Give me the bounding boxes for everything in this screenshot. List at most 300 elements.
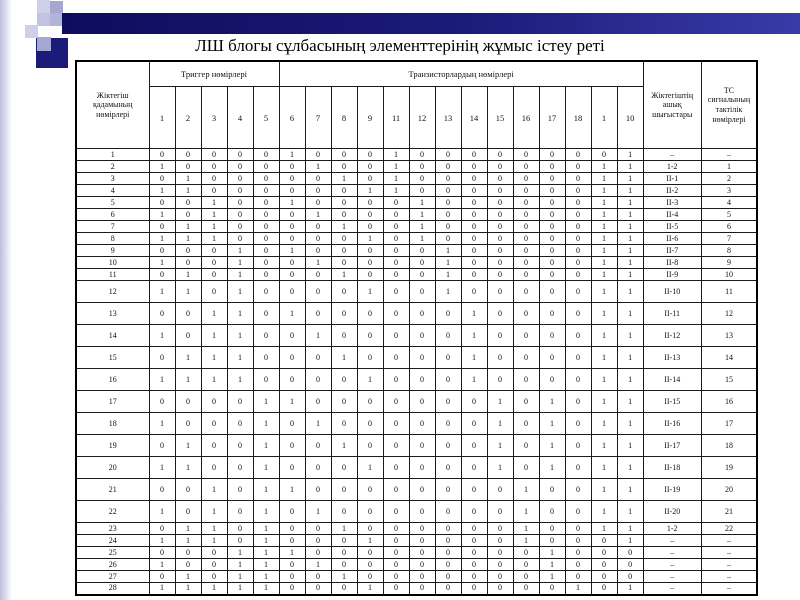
tc-number-cell: 9 — [701, 257, 757, 269]
bit-cell: 0 — [565, 523, 591, 535]
bit-cell: 1 — [591, 413, 617, 435]
bit-cell: 1 — [149, 369, 175, 391]
bit-cell: 0 — [513, 197, 539, 209]
bit-cell: 0 — [461, 233, 487, 245]
step-number-cell: 1 — [76, 149, 149, 161]
bit-cell: 1 — [617, 479, 643, 501]
bit-cell: 0 — [357, 559, 383, 571]
column-number-header: 9 — [357, 87, 383, 149]
bit-cell: 0 — [539, 233, 565, 245]
bit-cell: 0 — [487, 571, 513, 583]
tc-number-cell: 17 — [701, 413, 757, 435]
bit-cell: 0 — [357, 435, 383, 457]
table-row — [76, 347, 757, 369]
bit-cell: 0 — [487, 523, 513, 535]
bit-cell: 0 — [201, 457, 227, 479]
column-number-header: 12 — [409, 87, 435, 149]
bit-cell: 0 — [279, 583, 305, 595]
bit-cell: 0 — [331, 457, 357, 479]
step-number-cell: 21 — [76, 479, 149, 501]
bit-cell: 0 — [383, 221, 409, 233]
bit-cell: 0 — [279, 281, 305, 303]
bit-cell: 1 — [617, 185, 643, 197]
bit-cell: 0 — [305, 173, 331, 185]
bit-cell: 1 — [331, 435, 357, 457]
bit-cell: 0 — [435, 209, 461, 221]
slide-title: ЛШ блогы сұлбасының элементтерінің жұмыс істеу реті — [195, 36, 605, 55]
bit-cell: 0 — [487, 173, 513, 185]
bit-cell: 0 — [383, 535, 409, 547]
bit-cell: 0 — [305, 583, 331, 595]
bit-cell: 0 — [149, 245, 175, 257]
bit-cell: 0 — [461, 257, 487, 269]
bit-cell: 0 — [357, 547, 383, 559]
bit-cell: 0 — [513, 257, 539, 269]
table-row — [76, 457, 757, 479]
column-number-header: 4 — [227, 87, 253, 149]
table-row — [76, 435, 757, 457]
bit-cell: 1 — [305, 209, 331, 221]
bit-cell: 0 — [461, 149, 487, 161]
bit-cell: 0 — [253, 209, 279, 221]
bit-cell: 0 — [539, 303, 565, 325]
bit-cell: 0 — [487, 233, 513, 245]
tc-number-cell: 12 — [701, 303, 757, 325]
bit-cell: 0 — [565, 209, 591, 221]
bit-cell: 0 — [591, 583, 617, 595]
bit-cell: 1 — [591, 391, 617, 413]
bit-cell: 0 — [435, 583, 461, 595]
column-number-header: 17 — [539, 87, 565, 149]
bit-cell: 1 — [279, 149, 305, 161]
bit-cell: 0 — [487, 221, 513, 233]
bit-cell: 1 — [591, 457, 617, 479]
bit-cell: 0 — [331, 197, 357, 209]
bit-cell: 1 — [539, 547, 565, 559]
column-number-header: 10 — [617, 87, 643, 149]
bit-cell: 0 — [331, 161, 357, 173]
bit-cell: 0 — [565, 559, 591, 571]
table-row — [76, 583, 757, 595]
bit-cell: 0 — [305, 391, 331, 413]
bit-cell: 1 — [175, 583, 201, 595]
bit-cell: 0 — [149, 221, 175, 233]
column-number-header: 11 — [383, 87, 409, 149]
bit-cell: 0 — [149, 149, 175, 161]
bit-cell: 0 — [513, 149, 539, 161]
bit-cell: 1 — [591, 281, 617, 303]
bit-cell: 0 — [435, 221, 461, 233]
bit-cell: 0 — [331, 149, 357, 161]
tc-number-cell: 3 — [701, 185, 757, 197]
decor-left-strip — [0, 0, 12, 600]
bit-cell: 0 — [383, 571, 409, 583]
step-number-cell: 23 — [76, 523, 149, 535]
bit-cell: 0 — [357, 173, 383, 185]
bit-cell: 0 — [539, 523, 565, 535]
bit-cell: 1 — [617, 149, 643, 161]
bit-cell: 0 — [383, 197, 409, 209]
bit-cell: 0 — [409, 547, 435, 559]
bit-cell: 0 — [305, 571, 331, 583]
bit-cell: 0 — [305, 221, 331, 233]
bit-cell: 0 — [149, 571, 175, 583]
bit-cell: 0 — [357, 347, 383, 369]
bit-cell: 0 — [227, 173, 253, 185]
bit-cell: 0 — [279, 161, 305, 173]
table-row — [76, 245, 757, 257]
bit-cell: 1 — [591, 501, 617, 523]
table-row — [76, 173, 757, 185]
bit-cell: 0 — [305, 245, 331, 257]
tc-number-cell: 10 — [701, 269, 757, 281]
bit-cell: 0 — [279, 325, 305, 347]
header-group-row — [76, 61, 757, 87]
step-number-cell: 22 — [76, 501, 149, 523]
bit-cell: 0 — [487, 479, 513, 501]
bit-cell: 0 — [201, 269, 227, 281]
bit-cell: 0 — [331, 245, 357, 257]
bit-cell: 1 — [591, 257, 617, 269]
bit-cell: 0 — [513, 325, 539, 347]
tc-number-cell: 5 — [701, 209, 757, 221]
output-cell: II-3 — [643, 197, 701, 209]
bit-cell: 1 — [487, 391, 513, 413]
bit-cell: 0 — [539, 369, 565, 391]
bit-cell: 0 — [305, 149, 331, 161]
bit-cell: 0 — [357, 571, 383, 583]
header-outputs-col: Жіктегіштің ашық шығыстары — [643, 61, 701, 149]
bit-cell: 0 — [253, 149, 279, 161]
bit-cell: 0 — [565, 173, 591, 185]
bit-cell: 1 — [591, 479, 617, 501]
bit-cell: 0 — [409, 523, 435, 535]
bit-cell: 0 — [305, 281, 331, 303]
bit-cell: 0 — [253, 303, 279, 325]
bit-cell: 0 — [305, 197, 331, 209]
bit-cell: 0 — [149, 435, 175, 457]
bit-cell: 1 — [617, 233, 643, 245]
bit-cell: 0 — [227, 391, 253, 413]
tc-number-cell: – — [701, 535, 757, 547]
bit-cell: 0 — [435, 161, 461, 173]
bit-cell: 0 — [487, 535, 513, 547]
tc-number-cell: 4 — [701, 197, 757, 209]
bit-cell: 1 — [175, 457, 201, 479]
bit-cell: 0 — [539, 583, 565, 595]
bit-cell: 0 — [487, 269, 513, 281]
bit-cell: 0 — [513, 185, 539, 197]
step-number-cell: 28 — [76, 583, 149, 595]
bit-cell: 1 — [227, 257, 253, 269]
bit-cell: 0 — [253, 347, 279, 369]
bit-cell: 0 — [383, 209, 409, 221]
bit-cell: 0 — [565, 369, 591, 391]
bit-cell: 0 — [461, 161, 487, 173]
bit-cell: 1 — [175, 435, 201, 457]
bit-cell: 0 — [149, 303, 175, 325]
tc-number-cell: 8 — [701, 245, 757, 257]
output-cell: II-12 — [643, 325, 701, 347]
step-number-cell: 24 — [76, 535, 149, 547]
bit-cell: 0 — [565, 269, 591, 281]
bit-cell: 0 — [487, 303, 513, 325]
bit-cell: 0 — [357, 391, 383, 413]
bit-cell: 0 — [253, 233, 279, 245]
bit-cell: 1 — [617, 413, 643, 435]
bit-cell: 1 — [617, 281, 643, 303]
bit-cell: 1 — [149, 325, 175, 347]
bit-cell: 0 — [565, 161, 591, 173]
bit-cell: 1 — [331, 221, 357, 233]
output-cell: II-8 — [643, 257, 701, 269]
table-row — [76, 303, 757, 325]
bit-cell: 0 — [435, 559, 461, 571]
bit-cell: 0 — [331, 559, 357, 571]
bit-cell: 0 — [487, 281, 513, 303]
bit-cell: 0 — [513, 221, 539, 233]
bit-cell: 1 — [253, 501, 279, 523]
bit-cell: 0 — [409, 571, 435, 583]
bit-cell: 1 — [383, 173, 409, 185]
bit-cell: 0 — [201, 547, 227, 559]
bit-cell: 1 — [513, 535, 539, 547]
output-cell: II-10 — [643, 281, 701, 303]
bit-cell: 0 — [435, 173, 461, 185]
bit-cell: 1 — [201, 325, 227, 347]
bit-cell: 0 — [149, 523, 175, 535]
column-number-header: 6 — [279, 87, 305, 149]
bit-cell: 0 — [409, 535, 435, 547]
bit-cell: 0 — [409, 303, 435, 325]
bit-cell: 0 — [435, 233, 461, 245]
bit-cell: 0 — [565, 501, 591, 523]
bit-cell: 1 — [253, 457, 279, 479]
table-row — [76, 559, 757, 571]
bit-cell: 0 — [435, 571, 461, 583]
tc-number-cell: 16 — [701, 391, 757, 413]
bit-cell: 1 — [253, 435, 279, 457]
output-cell: II-19 — [643, 479, 701, 501]
step-number-cell: 3 — [76, 173, 149, 185]
table-row — [76, 523, 757, 535]
tc-number-cell: – — [701, 571, 757, 583]
bit-cell: 0 — [383, 501, 409, 523]
bit-cell: 0 — [565, 197, 591, 209]
bit-cell: 1 — [617, 257, 643, 269]
bit-cell: 0 — [513, 347, 539, 369]
bit-cell: 0 — [357, 501, 383, 523]
bit-cell: 0 — [331, 303, 357, 325]
bit-cell: 0 — [435, 413, 461, 435]
bit-cell: 1 — [175, 185, 201, 197]
bit-cell: 1 — [175, 221, 201, 233]
step-number-cell: 4 — [76, 185, 149, 197]
bit-cell: 1 — [461, 369, 487, 391]
bit-cell: 0 — [461, 559, 487, 571]
output-cell: – — [643, 535, 701, 547]
table-row — [76, 233, 757, 245]
bit-cell: 0 — [305, 185, 331, 197]
bit-cell: 0 — [201, 257, 227, 269]
step-number-cell: 14 — [76, 325, 149, 347]
bit-cell: 0 — [253, 257, 279, 269]
bit-cell: 1 — [513, 501, 539, 523]
bit-cell: 0 — [305, 479, 331, 501]
bit-cell: 1 — [591, 209, 617, 221]
tc-number-cell: – — [701, 559, 757, 571]
bit-cell: 1 — [175, 571, 201, 583]
bit-cell: 0 — [435, 479, 461, 501]
bit-cell: 0 — [513, 161, 539, 173]
table-row — [76, 325, 757, 347]
table-row — [76, 281, 757, 303]
bit-cell: 0 — [383, 303, 409, 325]
bit-cell: 0 — [487, 245, 513, 257]
output-cell: – — [643, 583, 701, 595]
bit-cell: 0 — [461, 457, 487, 479]
bit-cell: 0 — [279, 559, 305, 571]
bit-cell: 0 — [513, 173, 539, 185]
output-cell: II-13 — [643, 347, 701, 369]
bit-cell: 0 — [435, 185, 461, 197]
bit-cell: 0 — [357, 197, 383, 209]
bit-cell: 0 — [383, 269, 409, 281]
bit-cell: 0 — [227, 197, 253, 209]
tc-number-cell: 11 — [701, 281, 757, 303]
bit-cell: 0 — [357, 325, 383, 347]
bit-cell: 1 — [617, 325, 643, 347]
bit-cell: 0 — [253, 281, 279, 303]
bit-cell: 0 — [279, 413, 305, 435]
output-cell: II-2 — [643, 185, 701, 197]
bit-cell: 0 — [227, 233, 253, 245]
column-number-header: 18 — [565, 87, 591, 149]
bit-cell: 1 — [149, 161, 175, 173]
bit-cell: 0 — [201, 413, 227, 435]
bit-cell: 0 — [305, 233, 331, 245]
table-row — [76, 479, 757, 501]
bit-cell: 1 — [227, 369, 253, 391]
bit-cell: 0 — [149, 269, 175, 281]
bit-cell: 0 — [227, 457, 253, 479]
bit-cell: 1 — [357, 457, 383, 479]
step-number-cell: 15 — [76, 347, 149, 369]
bit-cell: 0 — [149, 391, 175, 413]
bit-cell: 0 — [279, 535, 305, 547]
bit-cell: 0 — [383, 435, 409, 457]
bit-cell: 1 — [617, 161, 643, 173]
step-number-cell: 19 — [76, 435, 149, 457]
bit-cell: 0 — [331, 535, 357, 547]
header-tc-col: ТС сигналының тактілік нөмірлері — [701, 61, 757, 149]
tc-number-cell: 19 — [701, 457, 757, 479]
column-number-header: 14 — [461, 87, 487, 149]
bit-cell: 1 — [149, 583, 175, 595]
bit-cell: 0 — [409, 369, 435, 391]
bit-cell: 0 — [279, 209, 305, 221]
bit-cell: 1 — [201, 233, 227, 245]
bit-cell: 1 — [279, 479, 305, 501]
bit-cell: 0 — [565, 221, 591, 233]
bit-cell: 1 — [435, 281, 461, 303]
bit-cell: 1 — [617, 457, 643, 479]
tc-number-cell: 6 — [701, 221, 757, 233]
bit-cell: 1 — [409, 233, 435, 245]
bit-cell: 0 — [253, 369, 279, 391]
bit-cell: 1 — [617, 523, 643, 535]
bit-cell: 0 — [487, 325, 513, 347]
bit-cell: 1 — [591, 185, 617, 197]
bit-cell: 0 — [175, 391, 201, 413]
bit-cell: 0 — [279, 347, 305, 369]
bit-cell: 1 — [487, 435, 513, 457]
bit-cell: 0 — [409, 391, 435, 413]
bit-cell: 0 — [565, 535, 591, 547]
output-cell: II-20 — [643, 501, 701, 523]
table-row — [76, 257, 757, 269]
bit-cell: 1 — [253, 571, 279, 583]
table-row — [76, 221, 757, 233]
bit-cell: 1 — [149, 535, 175, 547]
bit-cell: 0 — [409, 457, 435, 479]
bit-cell: 0 — [487, 209, 513, 221]
column-number-header: 8 — [331, 87, 357, 149]
bit-cell: 0 — [539, 269, 565, 281]
bit-cell: 1 — [305, 559, 331, 571]
bit-cell: 1 — [201, 501, 227, 523]
bit-cell: 0 — [305, 535, 331, 547]
bit-cell: 0 — [435, 303, 461, 325]
bit-cell: 0 — [201, 435, 227, 457]
bit-cell: 0 — [149, 547, 175, 559]
bit-cell: 1 — [617, 347, 643, 369]
bit-cell: 0 — [331, 281, 357, 303]
bit-cell: 1 — [617, 303, 643, 325]
bit-cell: 0 — [409, 245, 435, 257]
bit-cell: 0 — [175, 413, 201, 435]
bit-cell: 0 — [253, 221, 279, 233]
bit-cell: 0 — [565, 413, 591, 435]
bit-cell: 1 — [591, 161, 617, 173]
bit-cell: 0 — [565, 479, 591, 501]
bit-cell: 0 — [357, 413, 383, 435]
bit-cell: 0 — [383, 583, 409, 595]
bit-cell: 1 — [539, 435, 565, 457]
bit-cell: 1 — [149, 233, 175, 245]
bit-cell: 1 — [487, 457, 513, 479]
bit-cell: 1 — [253, 547, 279, 559]
bit-cell: 1 — [253, 523, 279, 535]
bit-cell: 0 — [253, 325, 279, 347]
bit-cell: 0 — [513, 281, 539, 303]
bit-cell: 1 — [331, 571, 357, 583]
bit-cell: 0 — [487, 559, 513, 571]
bit-cell: 0 — [279, 185, 305, 197]
bit-cell: 0 — [201, 149, 227, 161]
bit-cell: 0 — [201, 571, 227, 583]
bit-cell: 1 — [227, 547, 253, 559]
bit-cell: 1 — [149, 457, 175, 479]
bit-cell: 0 — [253, 269, 279, 281]
table-row — [76, 269, 757, 281]
bit-cell: 0 — [565, 185, 591, 197]
bit-cell: 0 — [331, 391, 357, 413]
bit-cell: 0 — [409, 173, 435, 185]
bit-cell: 1 — [227, 559, 253, 571]
step-number-cell: 13 — [76, 303, 149, 325]
bit-cell: 0 — [279, 457, 305, 479]
